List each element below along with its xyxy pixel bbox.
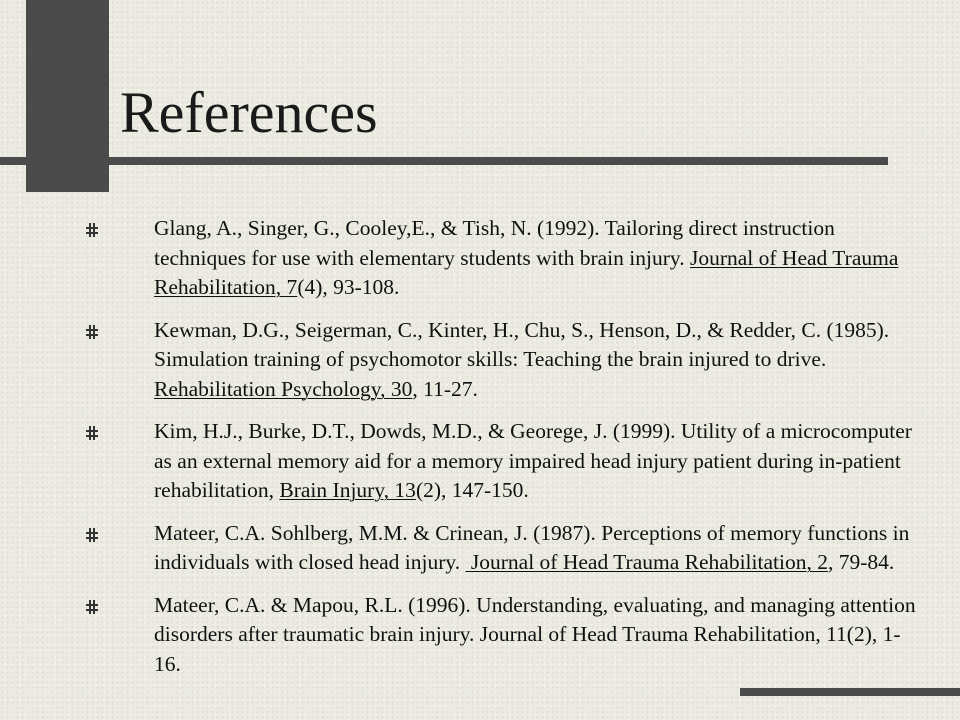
- reference-item: [86, 417, 916, 506]
- reference-citation: (2), 147-150.: [415, 478, 529, 502]
- bullet-icon: [86, 325, 98, 339]
- reference-citation: , 79-84.: [827, 550, 895, 574]
- journal-title: Rehabilitation Psychology, 30: [154, 376, 413, 401]
- reference-item: [86, 591, 916, 680]
- journal-title: Journal of Head Trauma Rehabilitation, 2: [465, 550, 828, 574]
- title-underline-rule: [0, 157, 888, 165]
- bullet-icon: [86, 600, 98, 614]
- reference-text: Glang, A., Singer, G., Cooley,E., & Tish, N. (1992). Tailoring direct instruction techniques for use with elementary students with brain injury.: [154, 216, 835, 270]
- slide-title: References: [120, 80, 378, 145]
- reference-item: [86, 519, 916, 578]
- reference-citation: (4), 93-108.: [297, 275, 400, 299]
- reference-text: Kim, H.J., Burke, D.T., Dowds, M.D., & Georege, J. (1999). Utility of a microcomputer as an external memory aid for a memory impaired head injury patient during in-patient rehabilitation,: [154, 419, 912, 502]
- reference-citation: , 11-27.: [412, 376, 478, 401]
- bullet-icon: [86, 528, 98, 542]
- reference-item: [86, 316, 916, 405]
- reference-list: [86, 214, 916, 692]
- reference-text: Mateer, C.A. Sohlberg, M.M. & Crinean, J. (1987). Perceptions of memory functions in individuals with closed head injury.: [154, 520, 910, 574]
- journal-title: Journal of Head Trauma Rehabilitation, 7: [154, 245, 899, 299]
- reference-text: Kewman, D.G., Seigerman, C., Kinter, H., Chu, S., Henson, D., & Redder, C. (1985). Simulation training of psychomotor skills: Teaching the brain injured to drive.: [154, 317, 890, 371]
- bullet-icon: [86, 223, 98, 237]
- reference-item: [86, 214, 916, 303]
- bullet-icon: [86, 426, 98, 440]
- reference-text: Mateer, C.A. & Mapou, R.L. (1996). Understanding, evaluating, and managing attention disorders after traumatic brain injury. Journal of Head Trauma Rehabilitation, 11(2), 1-16.: [154, 592, 916, 676]
- journal-title: Brain Injury, 13: [279, 478, 416, 502]
